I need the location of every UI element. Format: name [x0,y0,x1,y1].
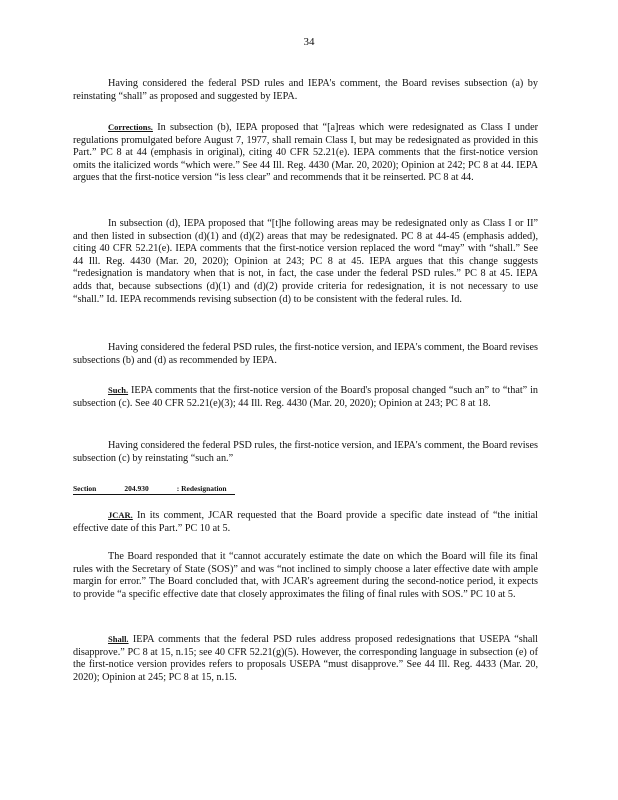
paragraph-such [73,384,538,410]
section-label: Section [73,484,97,493]
paragraph-board-response: The Board responded that it “cannot accurately estimate the date on which the Board will file its final rules with the Secretary of State (SOS)” and was “not inclined to simply choose a later effective date with ample margin for error.” The Board concluded that, with JCAR's agreement during the second-notice period, it expects to provide “a specific effective date that closely approximates the filing of final rules with SOS.” PC 10 at 5. [73,551,538,600]
heading-corrections: Corrections. [108,122,153,132]
page-number: 34 [303,36,315,48]
paragraph-shall [73,633,538,684]
paragraph-jcar-text: In its comment, JCAR requested that the Board provide a specific date instead of “the initial effective date of this Part.” PC 10 at 5. [73,510,538,534]
paragraph-such-text: IEPA comments that the first-notice version of the Board's proposal changed “such an” to “that” in subsection (c). See 40 CFR 52.21(e)(3); 44 Ill. Reg. 4430 (Mar. 20, 2020); Opinion at 243; PC 8 at 18. [73,385,539,409]
paragraph-shall-text: IEPA comments that the federal PSD rules address proposed redesignations that USEPA “shall disapprove.” PC 8 at 15, n.15; see 40 CFR 52.21(g)(5). However, the corresponding language in subsection (e) of the first-notice version provides refers to proposals USEPA “must disapprove.” See 44 Ill. Reg. 4433 (Mar. 20, 2020); Opinion at 245; PC 8 at 15, n.15. [73,634,539,683]
paragraph-1: Having considered the federal PSD rules and IEPA's comment, the Board revises subsection (a) by reinstating “shall” as proposed and suggested by IEPA. [73,78,538,102]
section-number: 204.930 [124,484,149,493]
heading-such: Such. [108,385,129,395]
paragraph-corrections [73,121,538,185]
paragraph-corrections-text: In subsection (b), IEPA proposed that “[a]reas which were redesignated as Class I under regulations promulgated before August 7, 1977, shall remain Class I, but may be redesignated as provided in this Part.” PC 8 at 44 (emphasis in original), citing 40 CFR 52.21(e). IEPA comments that the first-notice version omits the italicized words “which were.” See 44 Ill. Reg. 4430 (Mar. 20, 2020); Opinion at 242; PC 8 at 44. IEPA argues that the first-notice version “is less clear” and recommends that it be reinserted. PC 8 at 44. [73,122,539,184]
section-heading [73,484,235,495]
paragraph-revision-c: Having considered the federal PSD rules, the first-notice version, and IEPA's comment, the Board revises subsection (c) by reinstating “such an.” [73,440,538,464]
paragraph-jcar [73,509,538,535]
heading-jcar: JCAR. [108,510,133,520]
section-title: : Redesignation [176,484,227,493]
paragraph-subsection-d: In subsection (d), IEPA proposed that “[t]he following areas may be redesignated only as Class I or II” and then listed in subsection (d)(1) and (d)(2) areas that may be redesignated. PC 8 at 44-45 (emphasis added), citing 40 CFR 52.21(e). IEPA comments that the first-notice version replaced the word “may” with “shall.” See 44 Ill. Reg. 4430 (Mar. 20, 2020); Opinion at 243; PC 8 at 45. IEPA argues that this change suggests “redesignation is mandatory when that is not, in fact, the case under the federal PSD rules.” PC 8 at 45. IEPA adds that, because subsections (d)(1) and (d)(2) provide criteria for redesignation, it is not necessary to use “shall.” Id. IEPA recommends revising subsection (d) to be consistent with the federal rules. Id. [73,218,538,305]
heading-shall: Shall. [108,634,129,644]
paragraph-revision-bd: Having considered the federal PSD rules, the first-notice version, and IEPA's comment, the Board revises subsections (b) and (d) as recommended by IEPA. [73,342,538,366]
